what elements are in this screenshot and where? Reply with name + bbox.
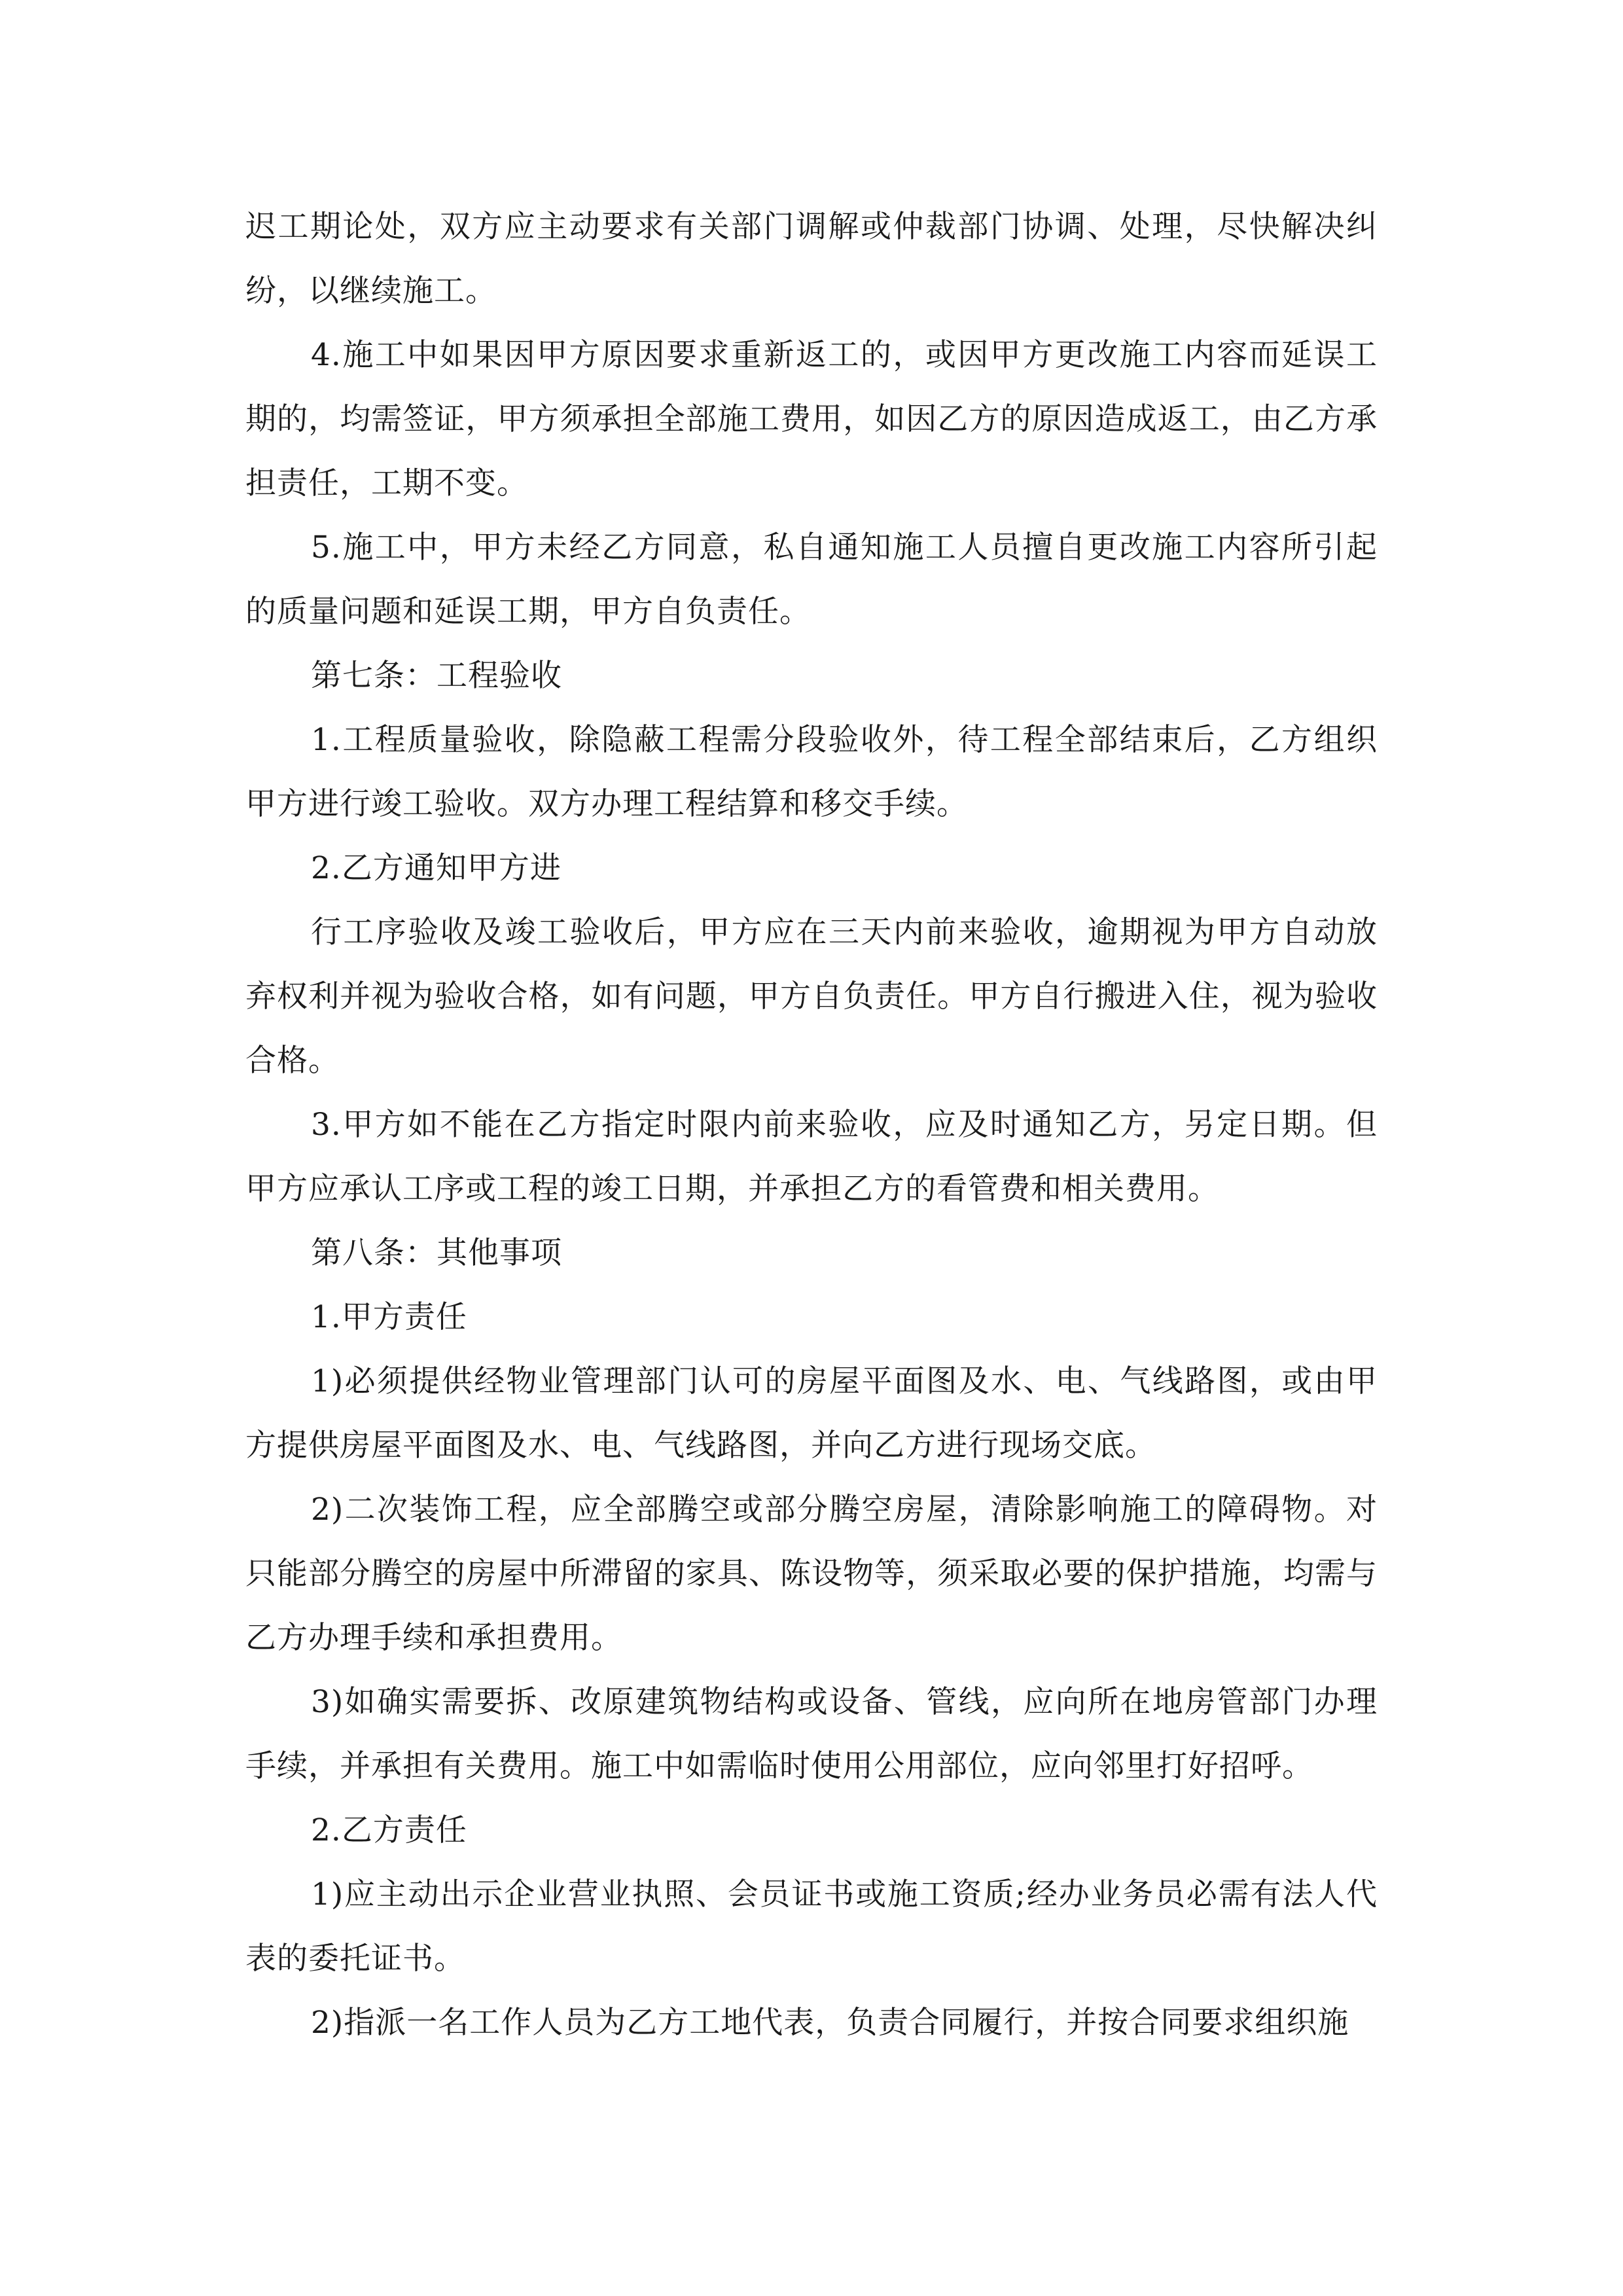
document-body [245, 195, 1378, 2055]
subheading-party-b: 2.乙方责任 [311, 1812, 467, 1848]
subheading-party-a: 1.甲方责任 [311, 1299, 467, 1335]
paragraph-13: 3)如确实需要拆、改原建筑物结构或设备、管线，应向所在地房管部门办理手续，并承担有关费用。施工中如需临时使用公用部位，应向邻里打好招呼。 [245, 1684, 1378, 1784]
paragraph-11: 1)必须提供经物业管理部门认可的房屋平面图及水、电、气线路图，或由甲方提供房屋平面图及水、电、气线路图，并向乙方进行现场交底。 [245, 1363, 1378, 1463]
section-heading-7: 第七条：工程验收 [311, 658, 562, 694]
paragraph-5: 1.工程质量验收，除隐蔽工程需分段验收外，待工程全部结束后，乙方组织甲方进行竣工验收。双方办理工程结算和移交手续。 [245, 722, 1378, 822]
paragraph-12: 2)二次装饰工程，应全部腾空或部分腾空房屋，清除影响施工的障碍物。对只能部分腾空的房屋中所滞留的家具、陈设物等，须采取必要的保护措施，均需与乙方办理手续和承担费用。 [245, 1492, 1378, 1656]
section-heading-8: 第八条：其他事项 [311, 1235, 562, 1271]
paragraph-7: 行工序验收及竣工验收后，甲方应在三天内前来验收，逾期视为甲方自动放弃权利并视为验收合格，如有问题，甲方自负责任。甲方自行搬进入住，视为验收合格。 [245, 914, 1378, 1079]
paragraph-3: 5.施工中，甲方未经乙方同意，私自通知施工人员擅自更改施工内容所引起的质量问题和延误工期，甲方自负责任。 [245, 529, 1378, 630]
paragraph-15: 1)应主动出示企业营业执照、会员证书或施工资质;经办业务员必需有法人代表的委托证书。 [245, 1876, 1378, 1977]
paragraph-1: 迟工期论处，双方应主动要求有关部门调解或仲裁部门协调、处理，尽快解决纠纷，以继续施工。 [245, 209, 1378, 309]
paragraph-8: 3.甲方如不能在乙方指定时限内前来验收，应及时通知乙方，另定日期。但甲方应承认工序或工程的竣工日期，并承担乙方的看管费和相关费用。 [245, 1107, 1378, 1207]
paragraph-6: 2.乙方通知甲方进 [311, 850, 562, 886]
paragraph-16: 2)指派一名工作人员为乙方工地代表，负责合同履行，并按合同要求组织施 [311, 2005, 1349, 2041]
paragraph-2: 4.施工中如果因甲方原因要求重新返工的，或因甲方更改施工内容而延误工期的，均需签证，甲方须承担全部施工费用，如因乙方的原因造成返工，由乙方承担责任，工期不变。 [245, 337, 1378, 501]
